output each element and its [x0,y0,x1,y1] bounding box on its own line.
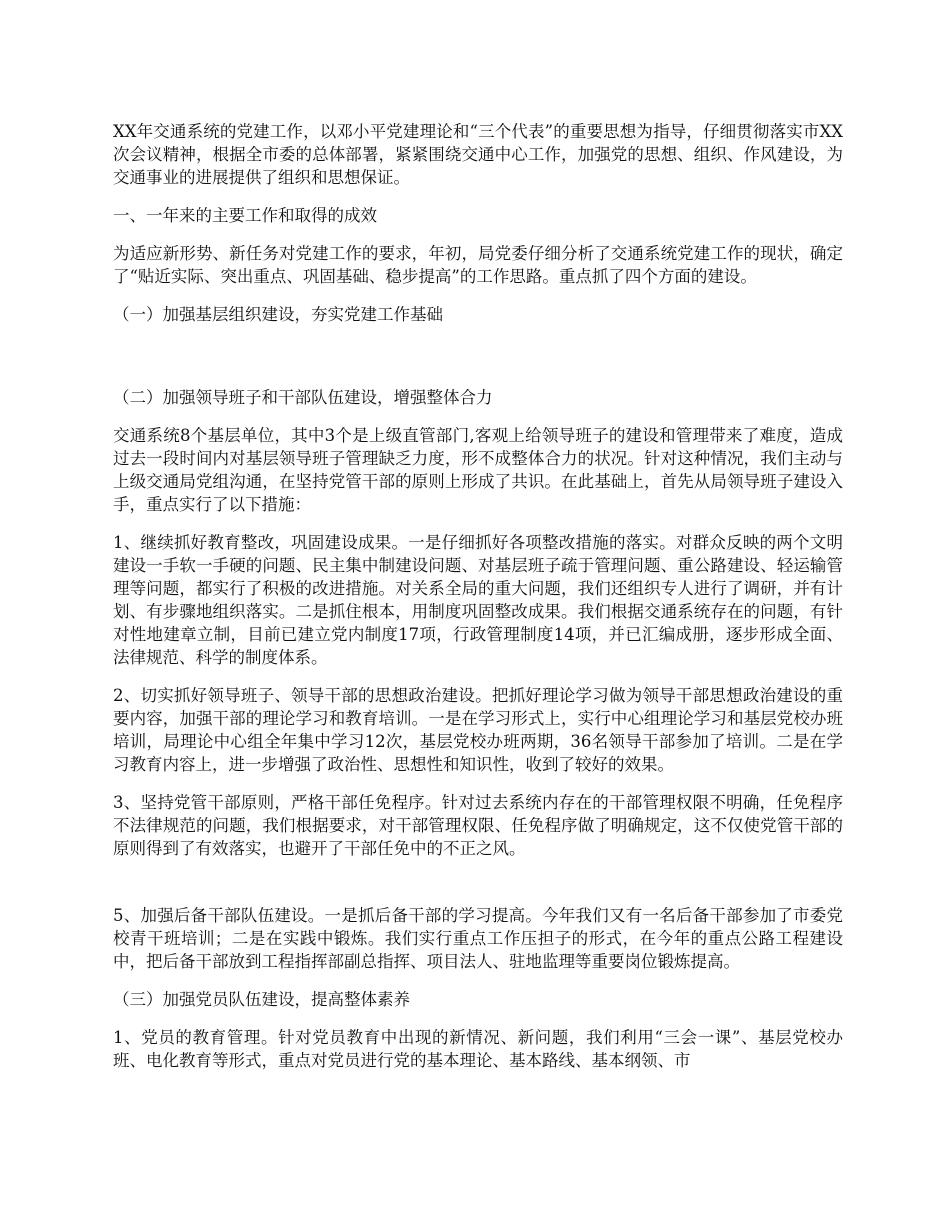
subsection-heading-1: （一）加强基层组织建设，夯实党建工作基础 [113,305,443,324]
intro-paragraph: XX年交通系统的党建工作，以邓小平党建理论和“三个代表”的重要思想为指导，仔细贯彻落实市XX次会议精神，根据全市委的总体部署，紧紧围绕交通中心工作，加强党的思想、组织、作风建设，为交通事业的进展提供了组织和思想保证。 [113,122,843,187]
measure-2-paragraph: 2、切实抓好领导班子、领导干部的思想政治建设。把抓好理论学习做为领导干部思想政治建设的重要内容，加强干部的理论学习和教育培训。一是在学习形式上，实行中心组理论学习和基层党校办班培训，局理论中心组全年集中学习12次，基层党校办班两期，36名领导干部参加了培训。二是在学习教育内容上，进一步增强了政治性、思想性和知识性，收到了较好的效果。 [113,686,843,774]
party-member-paragraph: 1、党员的教育管理。针对党员教育中出现的新情况、新问题，我们利用“三会一课”、基层党校办班、电化教育等形式，重点对党员进行党的基本理论、基本路线、基本纲领、市 [113,1028,843,1070]
subsection-2-paragraph: 交通系统8个基层单位，其中3个是上级直管部门,客观上给领导班子的建设和管理带来了难度，造成过去一段时间内对基层领导班子管理缺乏力度，形不成整体合力的状况。针对这种情况，我们主动与上级交通局党组沟通，在坚持党管干部的原则上形成了共识。在此基础上，首先从局领导班子建设入手，重点实行了以下措施： [113,426,843,514]
measure-3-paragraph: 3、坚持党管干部原则，严格干部任免程序。针对过去系统内存在的干部管理权限不明确，任免程序不法律规范的问题，我们根据要求，对干部管理权限、任免程序做了明确规定，这不仅使党管干部的原则得到了有效落实，也避开了干部任免中的不正之风。 [113,793,843,858]
subsection-heading-3: （三）加强党员队伍建设，提高整体素养 [113,990,410,1009]
subsection-heading-2: （二）加强领导班子和干部队伍建设，增强整体合力 [113,388,493,407]
blank-spacer [113,860,843,904]
blank-spacer [113,341,843,386]
measure-1-paragraph: 1、继续抓好教育整改，巩固建设成果。一是仔细抓好各项整改措施的落实。对群众反映的两个文明建设一手软一手硬的问题、民主集中制建设问题、对基层班子疏于管理问题、重公路建设、轻运输管理等问题，都实行了积极的改进措施。对关系全局的重大问题，我们还组织专人进行了调研，并有计划、有步骤地组织落实。二是抓住根本，用制度巩固整改成果。我们根据交通系统存在的问题，有针对性地建章立制，目前已建立党内制度17项，行政管理制度14项，并已汇编成册，逐步形成全面、法律规范、科学的制度体系。 [113,533,843,667]
measure-5-paragraph: 5、加强后备干部队伍建设。一是抓后备干部的学习提高。今年我们又有一名后备干部参加了市委党校青干班培训；二是在实践中锻炼。我们实行重点工作压担子的形式，在今年的重点公路工程建设中，把后备干部放到工程指挥部副总指挥、项目法人、驻地监理等重要岗位锻炼提高。 [113,906,843,971]
section-heading-1: 一、一年来的主要工作和取得的成效 [113,206,377,225]
section-1-paragraph: 为适应新形势、新任务对党建工作的要求，年初，局党委仔细分析了交通系统党建工作的现状，确定了“贴近实际、突出重点、巩固基础、稳步提高”的工作思路。重点抓了四个方面的建设。 [113,244,843,286]
document-body [113,120,843,1072]
